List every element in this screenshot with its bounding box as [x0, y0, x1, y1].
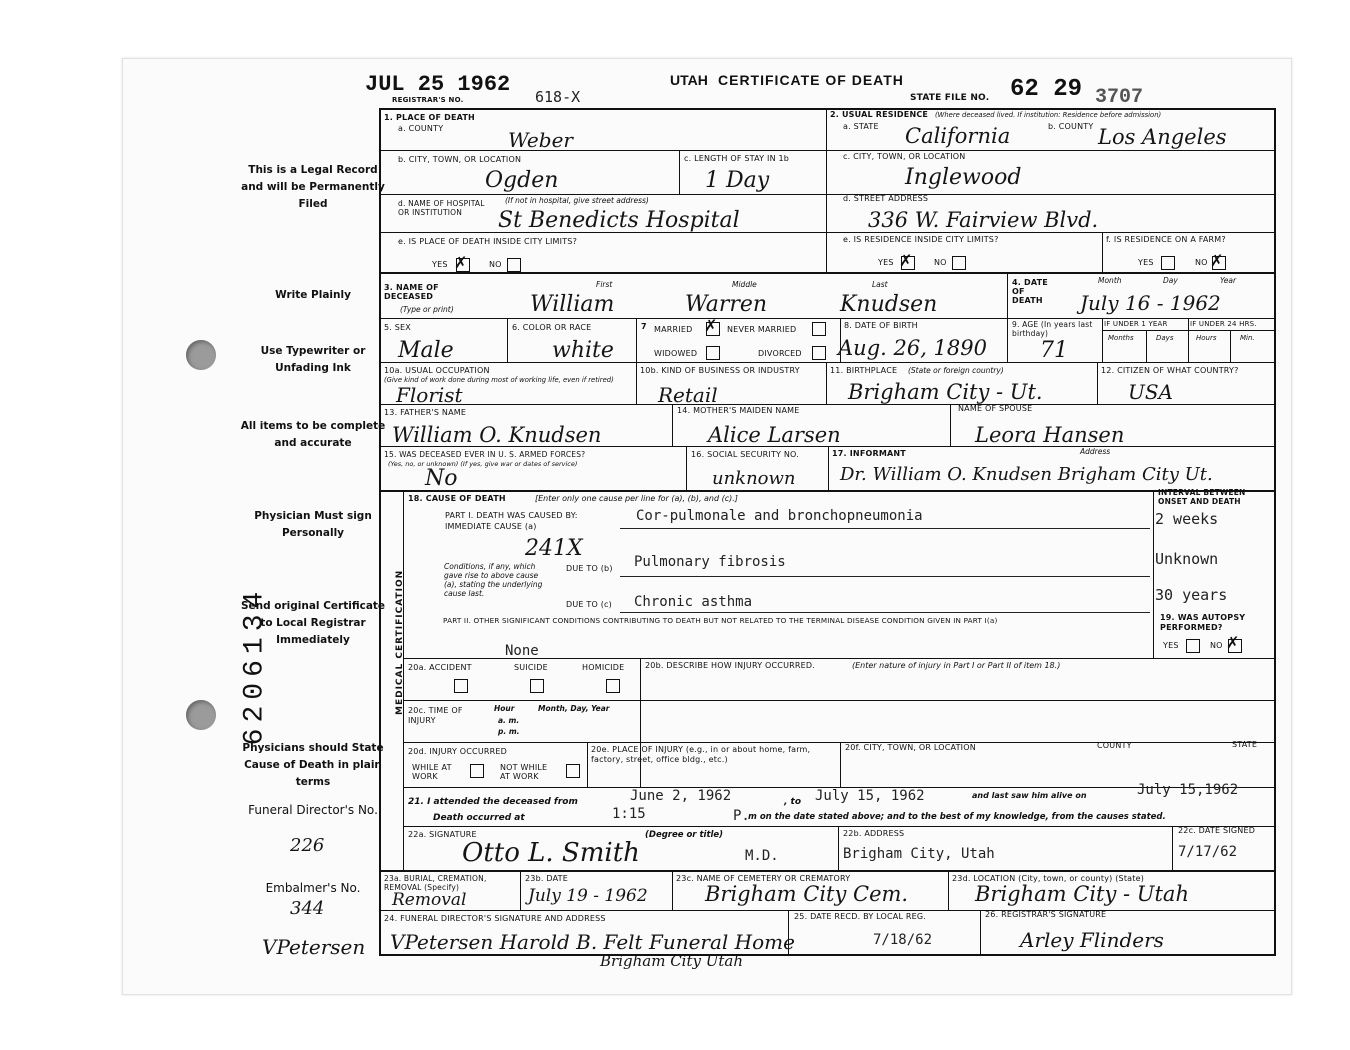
accident-checkbox[interactable] — [454, 679, 468, 693]
time-of-injury-label: 20c. TIME OF INJURY — [408, 706, 463, 725]
injury-city-label: 20f. CITY, TOWN, OR LOCATION — [845, 743, 976, 752]
while-at-work-checkbox[interactable] — [470, 764, 484, 778]
residence-city-label: c. CITY, TOWN, OR LOCATION — [843, 152, 966, 161]
rule — [380, 362, 1275, 363]
armed-forces-note: (Yes, no, or unknown) (If yes, give war or dates of service) — [388, 460, 578, 468]
race-label: 6. COLOR OR RACE — [512, 323, 592, 332]
while-at-work-label: WHILE AT WORK — [412, 763, 452, 781]
rule — [826, 109, 827, 272]
disposition-date: July 19 - 1962 — [528, 886, 648, 906]
rule — [620, 612, 1150, 613]
married-label: MARRIED — [654, 325, 693, 334]
injury-description-note: (Enter nature of injury in Part I or Part II of item 18.) — [852, 661, 1061, 670]
embalmer-no-label: Embalmer's No. — [265, 881, 361, 895]
check-mark: ✗ — [704, 316, 718, 335]
occupation: Florist — [396, 383, 463, 407]
legal-record-note: This is a Legal Record and will be Permanently Filed — [241, 164, 385, 210]
name-deceased-label: 3. NAME OF DECEASED — [384, 283, 439, 301]
rule — [380, 404, 1275, 405]
date-received-label: 25. DATE RECD. BY LOCAL REG. — [794, 912, 927, 921]
residence-inside-city-no-checkbox[interactable] — [952, 256, 966, 270]
death-time: 1:15 — [612, 806, 646, 822]
citizen-label: 12. CITIZEN OF WHAT COUNTRY? — [1101, 366, 1239, 375]
street-address-label: d. STREET ADDRESS — [843, 194, 929, 203]
birthplace-label: 11. BIRTHPLACE — [830, 366, 898, 375]
no-label: NO — [1210, 641, 1223, 650]
signature-label: 22a. SIGNATURE — [408, 830, 477, 839]
last-saw-label: and last saw him alive on — [972, 791, 1087, 800]
cause-plain-note: Physicians should State Cause of Death in plain terms — [242, 742, 384, 788]
interval-a: 2 weeks — [1155, 510, 1219, 528]
type-or-print-note: (Type or print) — [400, 305, 454, 314]
no-label: NO — [934, 258, 947, 267]
month-label: Month — [1098, 276, 1122, 285]
cemetery-location-label: 23d. LOCATION (City, town, or county) (State) — [952, 874, 1145, 883]
social-security: unknown — [712, 468, 796, 489]
months-label: Months — [1108, 334, 1134, 342]
rule — [686, 446, 687, 490]
death-city: Ogden — [485, 168, 559, 193]
cause-of-death-label: 18. CAUSE OF DEATH — [408, 494, 506, 503]
cause-code: 241X — [525, 536, 583, 561]
age-label: 9. AGE (In years last birthday) — [1012, 320, 1093, 338]
funeral-director: VPetersen Harold B. Felt Funeral Home — [390, 930, 795, 954]
rule — [1153, 490, 1154, 658]
father-name-label: 13. FATHER'S NAME — [384, 408, 467, 417]
title-prefix: UTAH — [670, 72, 708, 88]
month-day-year-label: Month, Day, Year — [538, 704, 610, 713]
due-to-c-label: DUE TO (c) — [566, 600, 612, 609]
rule — [1102, 318, 1103, 362]
birthplace-note: (State or foreign country) — [908, 366, 1004, 375]
state-file-no: 62 29 — [1010, 76, 1083, 103]
funeral-director-address: Brigham City Utah — [600, 952, 744, 970]
never-married-label: NEVER MARRIED — [727, 325, 797, 334]
check-mark: ✗ — [1210, 251, 1224, 270]
no-label: NO — [489, 260, 502, 269]
rule — [620, 528, 1150, 529]
middle-label: Middle — [732, 280, 757, 289]
date-of-birth: Aug. 26, 1890 — [838, 336, 987, 360]
sex-label: 5. SEX — [384, 323, 411, 332]
write-plainly-note: Write Plainly — [275, 289, 351, 301]
interval-label: INTERVAL BETWEEN ONSET AND DEATH — [1158, 488, 1246, 506]
homicide-label: HOMICIDE — [582, 663, 625, 672]
social-security-label: 16. SOCIAL SECURITY NO. — [691, 450, 799, 459]
physician-address-label: 22b. ADDRESS — [843, 829, 905, 838]
date-stamp: JUL 25 1962 — [365, 72, 511, 97]
date-signed-label: 22c. DATE SIGNED — [1178, 826, 1256, 835]
divorced-checkbox[interactable] — [812, 346, 826, 360]
occupation-label: 10a. USUAL OCCUPATION — [384, 366, 490, 375]
day-label: Day — [1163, 276, 1178, 285]
punch-hole — [186, 340, 216, 370]
armed-forces: No — [425, 466, 458, 491]
business-label: 10b. KIND OF BUSINESS OR INDUSTRY — [640, 366, 800, 375]
spouse-label: NAME OF SPOUSE — [958, 404, 1033, 413]
rule — [520, 870, 521, 910]
embalmer-no: 344 — [290, 898, 325, 919]
rule — [403, 700, 1275, 701]
widowed-checkbox[interactable] — [706, 346, 720, 360]
first-label: First — [596, 280, 613, 289]
rule — [1102, 232, 1103, 272]
business: Retail — [658, 383, 718, 407]
check-mark: ✗ — [899, 251, 913, 270]
accident-label: 20a. ACCIDENT — [408, 663, 472, 672]
rule — [380, 194, 1275, 195]
farm-label: f. IS RESIDENCE ON A FARM? — [1106, 235, 1226, 244]
death-occurred-label: Death occurred at — [433, 813, 525, 823]
rule — [640, 658, 641, 787]
mother-name-label: 14. MOTHER'S MAIDEN NAME — [677, 406, 800, 415]
injury-description-label: 20b. DESCRIBE HOW INJURY OCCURRED. — [645, 661, 816, 670]
informant: Dr. William O. Knudsen Brigham City Ut. — [840, 464, 1213, 485]
pm-label: p. m. — [498, 727, 520, 736]
funeral-director-no-label: Funeral Director's No. — [248, 803, 378, 817]
address-label: Address — [1080, 447, 1111, 456]
hospital-note: (If not in hospital, give street address) — [505, 196, 649, 205]
vertical-number: 6206134 — [239, 585, 271, 746]
rule — [672, 404, 673, 446]
days-label: Days — [1156, 334, 1174, 342]
disposition-label: 23a. BURIAL, CREMATION, REMOVAL (Specify) — [384, 874, 487, 892]
state-file-no-2: 3707 — [1095, 86, 1144, 109]
last-saw-date: July 15,1962 — [1137, 782, 1239, 798]
rule — [950, 404, 951, 446]
funeral-director-no: 226 — [290, 835, 325, 856]
cause-b: Pulmonary fibrosis — [634, 554, 786, 570]
suicide-label: SUICIDE — [514, 663, 548, 672]
rule — [672, 870, 673, 910]
residence-inside-city-label: e. IS RESIDENCE INSIDE CITY LIMITS? — [843, 235, 999, 244]
suicide-checkbox[interactable] — [530, 679, 544, 693]
county-label: a. COUNTY — [398, 124, 444, 133]
inside-city-label: e. IS PLACE OF DEATH INSIDE CITY LIMITS? — [398, 237, 578, 246]
disposition-date-label: 23b. DATE — [525, 874, 568, 883]
conditions-note: Conditions, if any, which gave rise to above cause (a), stating the underlying cause last. — [444, 562, 543, 598]
date-of-death-label: 4. DATE OF DEATH — [1012, 278, 1048, 305]
yes-label: YES — [1163, 641, 1179, 650]
date-received: 7/18/62 — [873, 932, 933, 948]
yes-label: YES — [432, 260, 448, 269]
date-of-birth-label: 8. DATE OF BIRTH — [844, 321, 918, 330]
occupation-note: (Give kind of work done during most of working life, even if retired) — [384, 376, 614, 384]
autopsy-yes-checkbox[interactable] — [1186, 639, 1200, 653]
first-name: William — [530, 292, 615, 317]
rule — [838, 826, 839, 870]
hospital-label: d. NAME OF HOSPITAL OR INSTITUTION — [398, 199, 485, 217]
rule — [380, 318, 1275, 319]
date-of-death: July 16 - 1962 — [1080, 291, 1221, 315]
rule — [380, 910, 1275, 911]
residence-state: California — [905, 124, 1011, 148]
death-inside-city-no-checkbox[interactable] — [507, 258, 521, 272]
rule — [828, 446, 829, 490]
widowed-label: WIDOWED — [654, 349, 698, 358]
citizenship: USA — [1128, 380, 1173, 404]
spouse-name: Leora Hansen — [975, 423, 1125, 447]
cemetery-label: 23c. NAME OF CEMETERY OR CREMATORY — [676, 874, 851, 883]
farm-yes-checkbox[interactable] — [1161, 256, 1175, 270]
rule — [587, 742, 588, 787]
interval-c: 30 years — [1155, 586, 1228, 604]
place-of-death-label: 1. PLACE OF DEATH — [384, 113, 475, 122]
yes-label: YES — [1138, 258, 1154, 267]
registrar-signature-label: 26. REGISTRAR'S SIGNATURE — [985, 910, 1107, 919]
death-county: Weber — [508, 128, 573, 152]
punch-hole — [186, 700, 216, 730]
under-24-hrs-label: IF UNDER 24 HRS. — [1190, 320, 1257, 328]
injury-state-label: STATE — [1232, 740, 1258, 749]
complete-note: All items to be complete and accurate — [240, 420, 386, 449]
under-1-year-label: IF UNDER 1 YEAR — [1104, 320, 1168, 328]
hospital-name: St Benedicts Hospital — [498, 208, 740, 233]
physician-sign-note: Physician Must sign Personally — [254, 510, 372, 539]
residence-county-label: b. COUNTY — [1048, 122, 1094, 131]
registrar-no-label: REGISTRAR'S NO. — [392, 96, 464, 104]
due-to-b-label: DUE TO (b) — [566, 564, 613, 573]
usual-residence-label: 2. USUAL RESIDENCE — [830, 110, 929, 119]
state-label: a. STATE — [843, 122, 879, 131]
hour-label: Hour — [494, 704, 515, 713]
check-mark: ✗ — [1226, 633, 1240, 652]
injury-county-label: COUNTY — [1097, 741, 1132, 750]
not-while-at-work-checkbox[interactable] — [566, 764, 580, 778]
registrar-no: 618-X — [535, 88, 581, 106]
rule — [380, 272, 1275, 274]
disposition: Removal — [392, 890, 467, 910]
race: white — [552, 338, 614, 363]
length-stay: 1 Day — [705, 168, 770, 193]
year-label: Year — [1220, 276, 1237, 285]
middle-name: Warren — [685, 292, 768, 317]
rule — [1188, 318, 1189, 362]
medical-certification-label: MEDICAL CERTIFICATION — [395, 569, 405, 715]
sex: Male — [398, 338, 454, 363]
homicide-checkbox[interactable] — [606, 679, 620, 693]
rule — [507, 318, 508, 362]
am-label: a. m. — [498, 716, 520, 725]
armed-forces-label: 15. WAS DECEASED EVER IN U. S. ARMED FORCES? — [384, 450, 586, 459]
attended-label: 21. I attended the deceased from — [408, 797, 578, 807]
last-name: Knudsen — [840, 292, 938, 317]
typewriter-note: Use Typewriter or Unfading Ink — [260, 345, 366, 374]
rule — [1097, 362, 1098, 404]
street-address: 336 W. Fairview Blvd. — [868, 208, 1099, 232]
rule — [679, 150, 680, 194]
min-label: Min. — [1240, 334, 1255, 342]
rule — [380, 870, 1275, 872]
rule — [826, 362, 827, 404]
interval-b: Unknown — [1155, 550, 1219, 568]
birthplace: Brigham City - Ut. — [848, 380, 1043, 404]
father-name: William O. Knudsen — [392, 423, 602, 447]
rule — [1102, 330, 1275, 331]
state-file-label: STATE FILE NO. — [910, 93, 990, 103]
length-stay-label: c. LENGTH OF STAY IN 1b — [684, 154, 790, 163]
page-title: CERTIFICATE OF DEATH — [718, 72, 904, 88]
hours-label: Hours — [1196, 334, 1217, 342]
rule — [980, 910, 981, 955]
not-while-at-work-label: NOT WHILE AT WORK — [500, 763, 548, 781]
rule — [1007, 318, 1008, 362]
death-time-meridian: P. — [733, 808, 750, 824]
rule — [1007, 272, 1008, 318]
rule — [948, 870, 949, 910]
attended-to: July 15, 1962 — [815, 788, 925, 804]
no-label: NO — [1195, 258, 1208, 267]
cause-c: Chronic asthma — [634, 594, 753, 610]
residence-city: Inglewood — [905, 165, 1022, 190]
send-original-note: Send original Certificate to Local Registrar Immediately — [240, 600, 386, 646]
residence-county: Los Angeles — [1098, 125, 1227, 149]
rule — [1146, 330, 1147, 362]
degree-label: (Degree or title) — [645, 830, 724, 840]
rule — [380, 490, 1275, 492]
cause-note: [Enter only one cause per line for (a), (b), and (c).] — [535, 494, 738, 503]
physician-degree: M.D. — [745, 848, 779, 864]
attended-from: June 2, 1962 — [630, 788, 732, 804]
part-1-label: PART I. DEATH WAS CAUSED BY: IMMEDIATE CAUSE (a) — [445, 511, 578, 531]
funeral-director-signature: VPetersen — [262, 935, 366, 959]
last-label: Last — [872, 280, 888, 289]
funeral-director-label: 24. FUNERAL DIRECTOR'S SIGNATURE AND ADDRESS — [384, 914, 606, 923]
rule — [1172, 826, 1173, 870]
never-married-checkbox[interactable] — [812, 322, 826, 336]
injury-occurred-label: 20d. INJURY OCCURRED — [408, 747, 508, 756]
item-7-label: 7 — [641, 322, 647, 331]
rule — [636, 318, 637, 404]
informant-label: 17. INFORMANT — [832, 449, 906, 458]
rule — [403, 742, 1275, 743]
rule — [403, 826, 1275, 827]
rule — [620, 576, 1150, 577]
registrar-signature: Arley Flinders — [1020, 928, 1164, 952]
cemetery: Brigham City Cem. — [705, 882, 909, 906]
death-occurred-tail: m on the date stated above; and to the best of my knowledge, from the causes stated. — [748, 812, 1166, 822]
check-mark: ✗ — [454, 253, 468, 272]
usual-residence-note: (Where deceased lived. If institution: Residence before admission) — [935, 111, 1162, 119]
part-2-value: None — [505, 643, 539, 659]
mother-name: Alice Larsen — [708, 423, 841, 447]
divorced-label: DIVORCED — [758, 349, 802, 358]
date-signed: 7/17/62 — [1178, 844, 1238, 860]
rule — [1230, 330, 1231, 362]
to-label: , to — [784, 797, 802, 807]
physician-address: Brigham City, Utah — [843, 846, 995, 862]
yes-label: YES — [878, 258, 894, 267]
physician-signature: Otto L. Smith — [462, 838, 640, 868]
rule — [840, 742, 841, 787]
part-2-label: PART II. OTHER SIGNIFICANT CONDITIONS CONTRIBUTING TO DEATH BUT NOT RELATED TO THE TERMINAL DISEASE CONDITION GIVEN IN PART I(a) — [443, 616, 998, 625]
autopsy-label: 19. WAS AUTOPSY PERFORMED? — [1160, 613, 1246, 632]
age: 71 — [1040, 338, 1068, 363]
place-of-injury-label: 20e. PLACE OF INJURY (e.g., in or about home, farm, factory, street, office bldg., etc.) — [591, 745, 811, 764]
cemetery-location: Brigham City - Utah — [975, 882, 1189, 906]
city-label: b. CITY, TOWN, OR LOCATION — [398, 155, 522, 164]
cause-a: Cor-pulmonale and bronchopneumonia — [636, 508, 923, 524]
